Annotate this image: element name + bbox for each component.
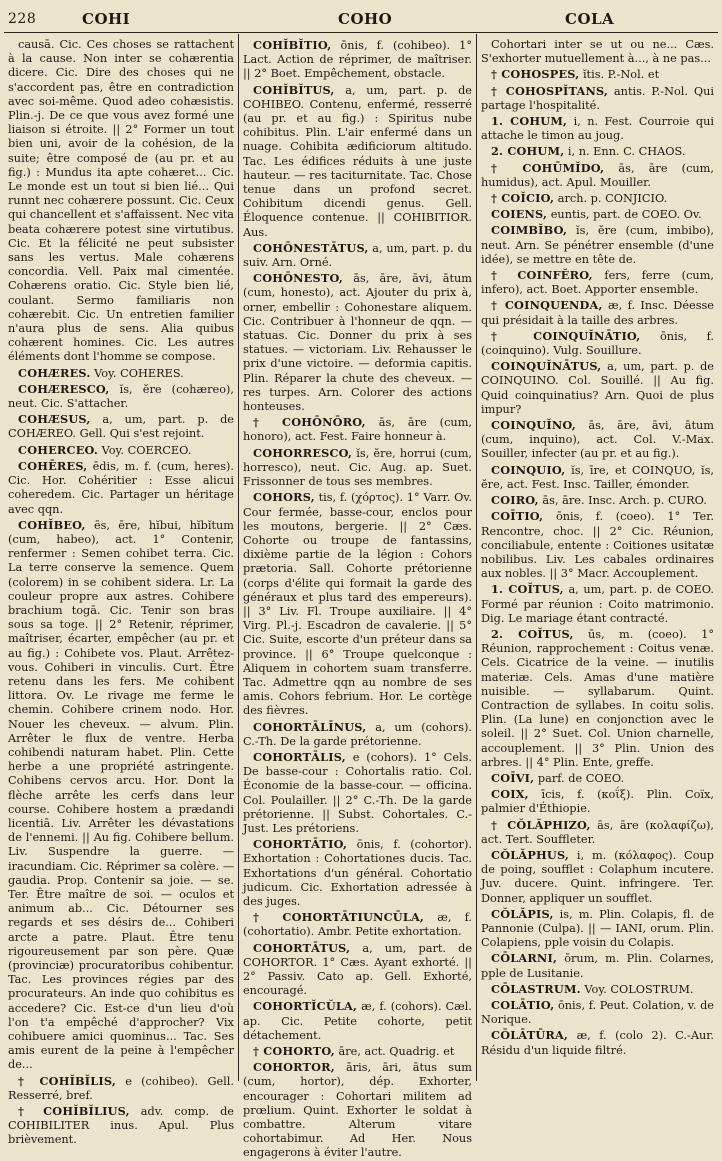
entry-definition: a, um, part. de COHORTOR. 1° Cæs. Ayant exhorté. || 2° Passiv. Cato ap. Gell. Exhorté, encouragé.	[243, 941, 472, 998]
entry-definition: a, um, part. p. de COEO. Formé par réunion : Coito matrimonio. Dig. Le mariage étant contracté.	[481, 583, 714, 625]
entry-headword: COIX,	[491, 787, 529, 802]
dictionary-entry	[481, 509, 714, 581]
entry-headword: † COINQUENDA,	[491, 298, 603, 313]
entry-definition: ās, āre, āvi, ātum (cum, honesto), act. Ajouter du prix à, orner, embellir : Cohonestare aliquem. Cic. Contribuer à l'honneur de qqn. — statuas. Cic. Donner du prix à ses statues. — victoriam. Liv. Rehausser le prix d'une victoire. — deformia capitis. Plin. Réparer la chute des cheveux. — res turpes. Arn. Colorer des actions honteuses.	[243, 272, 472, 414]
dictionary-entry	[243, 999, 472, 1043]
entry-definition: ōnis, f. (coinquino). Vulg. Souillure.	[481, 329, 714, 358]
column-divider	[476, 34, 477, 1081]
dictionary-entry	[481, 998, 714, 1027]
entry-headword: 1. COĬTUS,	[491, 582, 564, 597]
entry-headword: † COHŌNŌRO,	[253, 415, 366, 430]
entry-definition: Cohortari inter se ut ou ne... Cæs. S'exhorter mutuellement à..., à ne pas...	[481, 38, 714, 66]
dictionary-entry	[243, 38, 472, 82]
right-guide-word: COLA	[565, 10, 615, 28]
dictionary-entry	[481, 1028, 714, 1057]
dictionary-entry	[481, 84, 714, 113]
dictionary-entry	[243, 490, 472, 718]
entry-definition: Voy. COHERES.	[94, 366, 184, 380]
entry-headword: † COHOSPĬTANS,	[491, 83, 609, 98]
entry-headword: 2. COHUM,	[491, 144, 565, 159]
dictionary-entry	[8, 518, 234, 1073]
dictionary-entry	[8, 38, 234, 365]
dictionary-entry	[481, 359, 714, 417]
dictionary-entry	[481, 207, 714, 222]
entry-headword: COHORRESCO,	[253, 445, 353, 460]
dictionary-entry	[481, 144, 714, 159]
header-rule	[4, 32, 718, 33]
entry-definition: ōnis, f. (cohibeo). 1° Lact. Action de réprimer, de maîtriser. || 2° Boet. Empêchement, obstacle.	[243, 39, 473, 81]
entry-definition: a, um, part. p. de COHIBEO. Contenu, enfermé, resserré (au pr. et au fig.) : Spiritus nube cohibitus. Plin. L'air enfermé dans un nuage. Cohibita ædificiorum altitudo. Tac. Les édifices réduits à une juste hauteur. — res taciturnitate. Tac. Chose tenue dans un profond secret. Cohibitum dicendi genus. Gell. Éloquence contenue. || COHIBITIOR. Aus.	[243, 83, 472, 239]
entry-definition: parf. de COEO.	[537, 771, 625, 785]
entry-headword: CŎLĂPHUS,	[491, 847, 570, 862]
entry-definition: āre, act. Quadrig. et	[338, 1045, 455, 1059]
entry-headword: COINQUIO,	[491, 462, 566, 477]
dictionary-entry	[243, 271, 472, 414]
entry-definition: a, um, part. p. de COINQUINO. Col. Souillé. || Au fig. Quid coinquinatius? Arn. Quoi de plus impur?	[481, 360, 714, 416]
dictionary-entry	[243, 941, 472, 999]
dictionary-entry	[481, 982, 714, 997]
entry-headword: † COHOSPES,	[491, 67, 580, 82]
entry-headword: COHORTĀLIS,	[253, 749, 346, 764]
entry-definition: is, m. Plin. Colapis, fl. de Pannonie (Culpa). || — IANI, orum. Plin. Colapiens, pple voisin du Colapis.	[481, 907, 714, 950]
dictionary-entry	[481, 493, 714, 508]
column-middle	[243, 38, 473, 1160]
entry-headword: COHÆRESCO,	[18, 381, 110, 396]
entry-definition: ās, āre (κολαφίζω), act. Tert. Souffleter.	[481, 818, 715, 846]
entry-headword: COHORTĬCŬLA,	[253, 999, 358, 1014]
dictionary-entry	[481, 907, 714, 951]
entry-headword: CŎLĂPIS,	[491, 906, 554, 921]
dictionary-entry	[481, 268, 714, 297]
entry-headword: COHÆSUS,	[18, 412, 91, 427]
entry-headword: COHORTĀTUS,	[253, 940, 351, 955]
entry-definition: æ, f. (cohortatio). Ambr. Petite exhortation.	[243, 911, 473, 939]
entry-headword: CŌLĀTŪRA,	[491, 1028, 569, 1043]
dictionary-entry	[481, 771, 714, 786]
entry-definition: Voy. COLOSTRUM.	[584, 982, 694, 996]
entry-headword: COHĬBĬTUS,	[253, 82, 335, 97]
dictionary-entry	[481, 818, 714, 847]
entry-definition: tis, f. (χόρτος). 1° Varr. Ov. Cour fermée, basse-cour, enclos pour les moutons, bergerie. || 2° Cæs. Cohorte ou troupe de fantassins, dixième partie de la légion : Cohors prætoria. Sall. Cohorte prétorienne (corps d'élite qui formait la garde des généraux et plus tard des empereurs). || 3° Liv. Fl. Troupe auxiliaire. || 4° Virg. Pl.-j. Escadron de cavalerie. || 5° Cic. Suite, escorte d'un préteur dans sa province. || 6° Troupe quelconque : Aliquem in cohortem suam transferre. Tac. Admettre qqn au nombre de ses amis. Cohors febrium. Hor. Le cortège des fièvres.	[243, 491, 472, 718]
dictionary-entry	[8, 1104, 234, 1148]
dictionary-entry	[481, 418, 714, 462]
entry-definition: ĭs, ĕre (cohæreo), neut. Cic. S'attacher.	[8, 382, 234, 411]
dictionary-entry	[8, 459, 234, 517]
entry-definition: ūs, m. (coeo). 1° Réunion, rapprochement : Coitus venæ. Cels. Cicatrice de la veine. — inutilis materiæ. Cels. Amas d'une matière nuisible. — syllabarum. Quint. Contraction de syllabes. In coitu solis. Plin. (La lune) en conjonction avec le soleil. || 2° Suet. Col. Union charnelle, accouplement. || 3° Plin. Union des arbres. || 4° Plin. Ente, greffe.	[481, 627, 714, 769]
entry-definition: ōrum, m. Plin. Colarnes, pple de Lusitanie.	[481, 952, 715, 980]
entry-definition: i, n. Fest. Courroie qui attache le timon au joug.	[481, 115, 714, 143]
entry-definition: ĭs, ĕre, horrui (cum, horresco), neut. Cic. Aug. ap. Suet. Frissonner de tous ses membres.	[243, 446, 473, 489]
entry-definition: ēs, ēre, hĭbui, hĭbĭtum (cum, habeo), act. 1° Contenir, renfermer : Semen cohibet terra. Cic. La terre conserve la semence. Quem (colorem) in se cohibent sidera. Lr. La couleur propre aux astres. Cohibere brachium togā. Cic. Tenir son bras sous sa toge. || 2° Retenir, réprimer, maîtriser, écarter, empêcher (au pr. et au fig.) : Cohibete vos. Plaut. Arrêtez-vous. Cohiberi in vinculis. Curt. Être retenu dans les fers. Me cohibent littora. Ov. Le rivage me ferme le chemin. Cohibere crinem nodo. Hor. Nouer les cheveux. — alvum. Plin. Arrêter le flux de ventre. Herba cohibendi naturam habet. Plin. Cette herbe a une propriété astringente. Cohibens cervos arcu. Hor. Dont la flèche arrête les cerfs dans leur course. Cohibere hostem a prædandi licentiā. Liv. Arrêter les dévastations de l'ennemi. || Au fig. Cohibere bellum. Liv. Suspendre la guerre. — iracundiam. Cic. Réprimer sa colère. — gaudia. Prop. Contenir sa joie. — se. Ter. Être maître de soi. — oculos et animum ab... Cic. Détourner ses regards et ses désirs de... Cohiberi arcte a patre. Plaut. Être tenu rigoureusement par son père. Quæ (provinciæ) procuratoribus cohibentur. Tac. Les provinces régies par des procurateurs. An inde quo cohibitus es accedere? Cic. Est-ce d'un lieu d'où l'on t'a empêché d'approcher? Vix cohibuere amici quominus... Tac. Ses amis eurent de la peine à l'empêcher de...	[8, 518, 234, 1072]
entry-headword: COĪVI,	[491, 770, 535, 785]
entry-headword: † COHŪMĬDO,	[491, 160, 605, 175]
entry-headword: COLĀTIO,	[491, 998, 555, 1012]
entry-definition: antis. P.-Nol. Qui partage l'hospitalité.	[481, 84, 714, 112]
dictionary-entry	[481, 848, 714, 906]
entry-definition: a, um (cohors). C.-Th. De la garde prétorienne.	[243, 720, 472, 748]
page-number: 228	[8, 11, 37, 27]
entry-headword: COHŌNESTO,	[253, 271, 343, 286]
dictionary-entry	[243, 83, 472, 240]
dictionary-entry	[8, 443, 234, 458]
entry-headword: † COHORTĀTIUNCŪLA,	[253, 910, 425, 925]
entry-definition: æ, f. (cohors). Cæl. ap. Cic. Petite cohorte, petit détachement.	[243, 1000, 472, 1042]
entry-definition: e (cohors). 1° Cels. De basse-cour : Cohortalis ratio. Col. Économie de la basse-cour. — officina. Col. Poulailler. || 2° C.-Th. De la garde prétorienne. || Subst. Cohortales. C.-Just. Les prétoriens.	[243, 750, 473, 835]
entry-definition: æ, f. Insc. Déesse qui présidait à la taille des arbres.	[481, 299, 714, 327]
dictionary-entry	[481, 329, 714, 358]
entry-headword: † CŎLĂPHIZO,	[491, 817, 591, 832]
entry-definition: ās, āre, āvi, ātum (cum, inquino), act. Col. V.-Max. Souiller, infecter (au pr. et au fig.).	[481, 419, 714, 461]
dictionary-entry	[243, 241, 472, 270]
entry-definition: ĭtis. P.-Nol. et	[582, 68, 660, 82]
dictionary-entry	[8, 366, 234, 381]
entry-definition: æ, f. (colo 2). C.-Aur. Résidu d'un liquide filtré.	[481, 1029, 714, 1057]
entry-definition: ōnis, f. (coeo). 1° Ter. Rencontre, choc. || 2° Cic. Réunion, conciliabule, entente : Coitiones usitatæ nobilibus. Liv. Les cabales ordinaires aux nobles. || 3° Macr. Accouplement.	[481, 510, 714, 581]
entry-definition: adv. comp. de COHIBILITER inus. Apul. Plus brièvement.	[8, 1105, 234, 1147]
entry-headword: COIENS,	[491, 207, 548, 222]
entry-headword: COHORTĀLĪNUS,	[253, 719, 367, 734]
entry-headword: 2. COĬTUS,	[491, 626, 574, 641]
entry-headword: CŌLASTRUM.	[491, 981, 581, 996]
entry-headword: COINQUĬNO,	[491, 418, 576, 433]
entry-definition: ās, āre (cum, humidus), act. Apul. Mouiller.	[481, 161, 714, 189]
dictionary-entry	[243, 750, 472, 836]
dictionary-entry	[481, 114, 714, 143]
dictionary-entry	[481, 191, 714, 206]
dictionary-entry	[481, 463, 714, 492]
dictionary-entry	[8, 382, 234, 411]
entry-definition: īcis, f. (κοΐξ). Plin. Coïx, palmier d'Éthiopie.	[481, 788, 715, 816]
entry-definition: i, n. Enn. C. CHAOS.	[567, 145, 686, 159]
entry-headword: † COĬCIO,	[491, 191, 555, 206]
dictionary-entry	[481, 627, 714, 770]
entry-headword: † COINQUĬNĀTIO,	[491, 328, 641, 343]
dictionary-entry	[481, 223, 714, 267]
dictionary-entry	[481, 582, 714, 626]
entry-definition: e (cohibeo). Gell. Resserré, bref.	[8, 1074, 235, 1102]
entry-definition: i, m. (κόλαφος). Coup de poing, soufflet : Colaphum incutere. Juv. ducere. Quint. infringere. Ter. Donner, appliquer un soufflet.	[481, 848, 715, 905]
entry-headword: COHORTĀTIO,	[253, 837, 348, 852]
dictionary-entry	[243, 446, 472, 490]
dictionary-entry	[481, 298, 714, 327]
entry-headword: COHĒRES,	[18, 458, 88, 473]
entry-definition: ōnis, f. (cohortor). Exhortation : Cohortationes ducis. Tac. Exhortations d'un général. Cohortatio judicum. Cic. Exhortation adressée à des juges.	[243, 838, 473, 908]
dictionary-entry	[243, 415, 472, 444]
entry-headword: COHORTOR,	[253, 1060, 335, 1075]
entry-headword: 1. COHUM,	[491, 114, 568, 129]
center-guide-word: COHO	[338, 10, 393, 28]
entry-headword: COIMBĬBO,	[491, 223, 568, 238]
entry-headword: COHERCEO.	[18, 442, 99, 457]
dictionary-entry	[481, 67, 714, 82]
entry-headword: † COINFĔRO,	[491, 268, 593, 283]
entry-headword: COINQUĬNĀTUS,	[491, 359, 602, 374]
page-header	[0, 0, 722, 28]
entry-definition: Voy. COERCEO.	[101, 443, 192, 457]
entry-definition: euntis, part. de COEO. Ov.	[550, 208, 702, 222]
entry-headword: COĪTIO,	[491, 509, 544, 524]
column-divider	[238, 34, 239, 1081]
dictionary-entry	[481, 38, 714, 66]
entry-headword: COHĬBEO,	[18, 517, 86, 532]
dictionary-entry	[243, 1060, 472, 1160]
entry-headword: † COHĬBĬLIS,	[18, 1073, 117, 1088]
entry-headword: COHŌNESTĀTUS,	[253, 240, 369, 255]
entry-definition: ōnis, f. Peut. Colation, v. de Norique.	[481, 999, 714, 1027]
column-left	[8, 38, 235, 1147]
dictionary-entry	[8, 1074, 234, 1103]
entry-definition: āris, āri, ātus sum (cum, hortor), dép. Exhorter, encourager : Cohortari militem ad prœlium. Quint. Exhorter le soldat à combattre. Alterum vitare cohortabimur. Ad Her. Nous engagerons à éviter l'autre.	[243, 1061, 472, 1160]
dictionary-entry	[243, 910, 472, 939]
entry-definition: a, um, part. p. du suiv. Arn. Orné.	[243, 241, 472, 270]
dictionary-entry	[243, 837, 472, 909]
entry-definition: ēdis, m. f. (cum, heres). Cic. Hor. Cohéritier : Esse alicui coheredem. Cic. Partager un héritage avec qqn.	[8, 459, 234, 516]
entry-definition: ās, āre (cum, honoro), act. Fest. Faire honneur à.	[243, 416, 472, 444]
entry-definition: causā. Cic. Ces choses se rattachent à la cause. Non inter se cohærentia dicere. Cic. Dire des choses qui ne s'accordent pas, être en contradiction avec soi-même. Quod adeo cohæsistis. Plin.-j. De ce que vous avez formé une liaison si étroite. || 2° Former un tout bien uni, avoir de la cohésion, de la suite; être composé de (au pr. et au fig.) : Mundus ita apte cohæret... Cic. Le monde est un tout si bien lié... Qui runnt nec cohærere possunt. Cic. Ceux qui chancellent et s'affaissent. Nec vita beata cohærere potest sine virtutibus. Cic. Et la félicité ne peut subsister sans les vertus. Male cohærens concordia. Vell. Paix mal cimentée. Cohærens oratio. Cic. Style bien lié, coulant. Sermo familiaris non cohærebit. Cic. Un entretien familier n'aura plus de sens. Alia quibus cohærent homines. Cic. Les autres éléments dont l'homme se compose.	[8, 38, 234, 364]
dictionary-entry	[243, 1044, 472, 1059]
dictionary-entry	[243, 720, 472, 749]
entry-definition: ĭs, ĕre (cum, imbibo), neut. Arn. Se pénétrer ensemble (d'une idée), se mettre en tête de.	[481, 224, 715, 266]
entry-headword: † COHORTO,	[253, 1044, 335, 1059]
entry-headword: CŌLARNI,	[491, 951, 558, 966]
dictionary-entry	[481, 951, 714, 980]
entry-headword: † COHĬBĬLIUS,	[18, 1104, 130, 1119]
entry-headword: COHORS,	[253, 490, 315, 505]
dictionary-entry	[481, 161, 714, 190]
entry-headword: COHĬBĬTIO,	[253, 38, 332, 52]
dictionary-entry	[8, 412, 234, 441]
entry-definition: fers, ferre (cum, infero), act. Boet. Apporter ensemble.	[481, 269, 714, 297]
entry-headword: COHÆRES.	[18, 365, 91, 380]
entry-definition: ĭs, īre, et COINQUO, ĭs, ĕre, act. Fest. Insc. Tailler, émonder.	[481, 463, 715, 491]
column-right	[481, 38, 714, 1079]
entry-definition: ās, āre. Insc. Arch. p. CURO.	[542, 494, 707, 508]
left-guide-word: COHI	[82, 10, 131, 28]
entry-definition: a, um, part. p. de COHÆREO. Gell. Qui s'est rejoint.	[8, 413, 234, 441]
entry-headword: COIRO,	[491, 493, 539, 508]
dictionary-entry	[481, 787, 714, 816]
entry-definition: arch. p. CONJICIO.	[557, 192, 668, 206]
